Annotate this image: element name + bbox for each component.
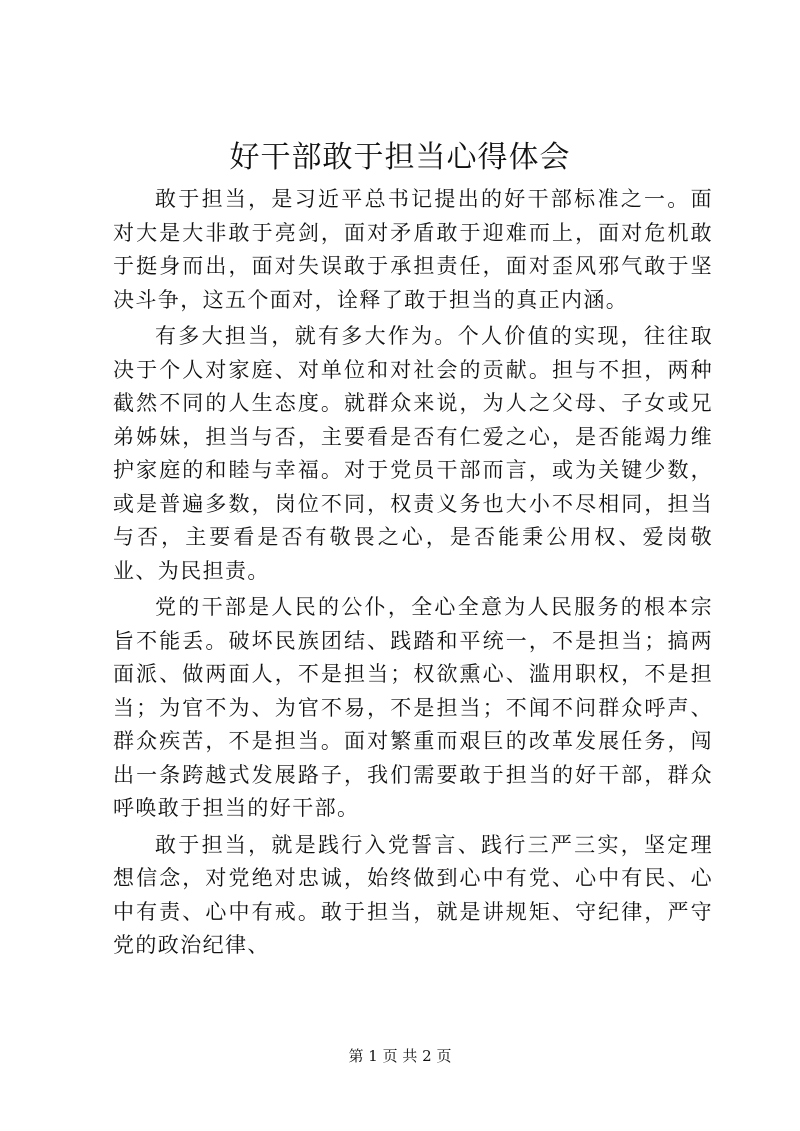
document-title: 好干部敢于担当心得体会 <box>229 140 571 175</box>
paragraph: 有多大担当，就有多大作为。个人价值的实现，往往取决于个人对家庭、对单位和对社会的贡献。担与不担，两种截然不同的人生态度。就群众来说，为人之父母、子女或兄弟姊妹，担当与否，主要看是否有仁爱之心，是否能竭力维护家庭的和睦与幸福。对于党员干部而言，或为关键少数，或是普遍多数，岗位不同，权责义务也大小不尽相同，担当与否，主要看是否有敬畏之心，是否能秉公用权、爱岗敬业、为民担责。 <box>113 324 713 583</box>
paragraph: 党的干部是人民的公仆，全心全意为人民服务的根本宗旨不能丢。破坏民族团结、践踏和平统一，不是担当；搞两面派、做两面人，不是担当；权欲熏心、滥用职权，不是担当；为官不为、为官不易，不是担当；不闻不问群众呼声、群众疾苦，不是担当。面对繁重而艰巨的改革发展任务，闯出一条跨越式发展路子，我们需要敢于担当的好干部，群众呼唤敢于担当的好干部。 <box>113 595 713 820</box>
page-number-footer: 第 1 页 共 2 页 <box>348 1047 452 1065</box>
document-body <box>113 183 713 963</box>
paragraph: 敢于担当，是习近平总书记提出的好干部标准之一。面对大是大非敢于亮剑，面对矛盾敢于迎难而上，面对危机敢于挺身而出，面对失误敢于承担责任，面对歪风邪气敢于坚决斗争，这五个面对，诠释了敢于担当的真正内涵。 <box>113 187 713 312</box>
paragraph: 敢于担当，就是践行入党誓言、践行三严三实，坚定理想信念，对党绝对忠诚，始终做到心中有党、心中有民、心中有责、心中有戒。敢于担当，就是讲规矩、守纪律，严守党的政治纪律、 <box>113 832 713 957</box>
